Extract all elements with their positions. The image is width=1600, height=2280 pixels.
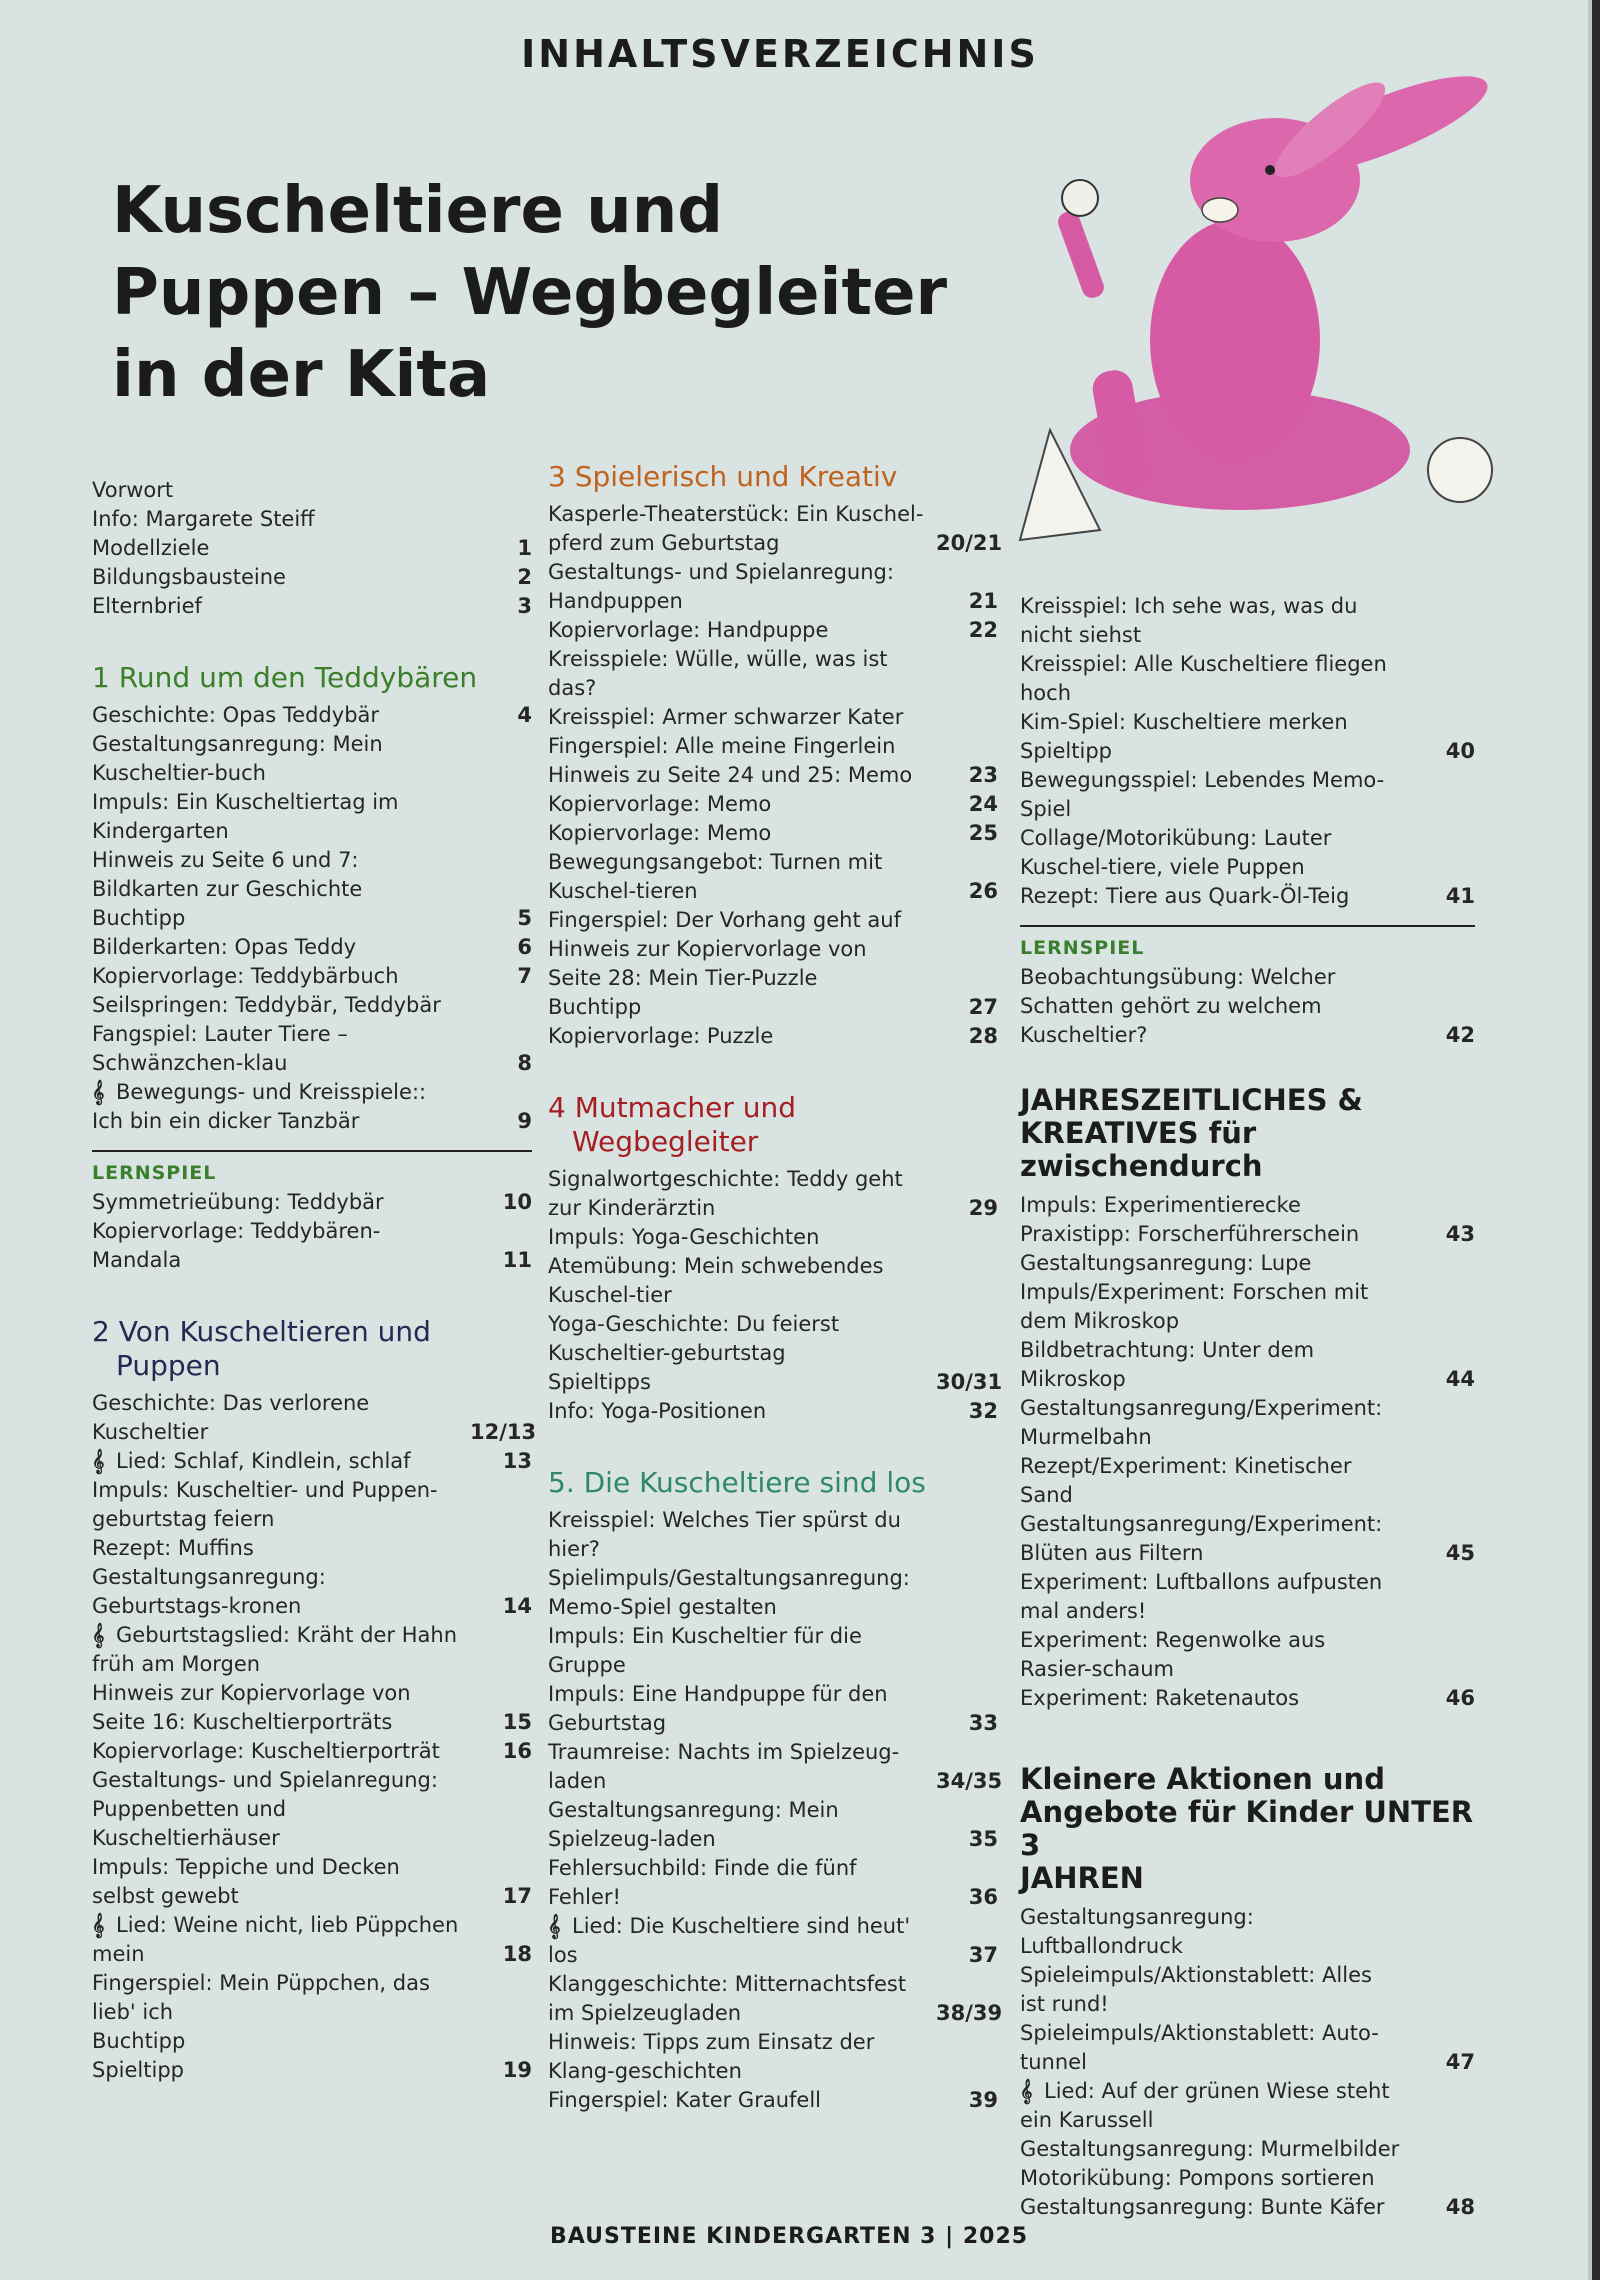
toc-entry[interactable]: Fingerspiel: Mein Püppchen, das lieb' ich xyxy=(92,1971,430,2024)
toc-entry[interactable]: Bildbetrachtung: Unter dem Mikroskop 44 xyxy=(1020,1338,1475,1391)
toc-entry[interactable]: Impuls: Yoga-Geschichten xyxy=(548,1225,820,1249)
toc-entry[interactable]: Buchtipp 27 xyxy=(548,995,998,1019)
toc-entry[interactable]: Praxistipp: Forscherführerschein 43 xyxy=(1020,1222,1475,1246)
toc-entry[interactable]: Gestaltungsanregung: Mein Spielzeug-laden 35 xyxy=(548,1798,998,1851)
toc-entry[interactable]: Spieltipp 40 xyxy=(1020,739,1475,763)
section-list xyxy=(1020,1903,1475,2222)
section-title: 3 Spielerisch und Kreativ xyxy=(548,460,898,493)
toc-entry[interactable]: Buchtipp xyxy=(92,2029,186,2053)
toc-entry[interactable]: Motorikübung: Pompons sortieren xyxy=(1020,2166,1375,2190)
toc-entry[interactable]: Signalwortgeschichte: Teddy geht zur Kinderärztin 29 xyxy=(548,1167,998,1220)
section-title: JAHRESZEITLICHES & KREATIVES für zwischendurch xyxy=(1020,1083,1363,1183)
toc-entry[interactable]: Impuls: Experimentierecke xyxy=(1020,1193,1301,1217)
toc-entry[interactable]: Spieleimpuls/Aktionstablett: Alles ist rund! xyxy=(1020,1963,1372,2016)
toc-entry[interactable]: Gestaltungsanregung: Lupe xyxy=(1020,1251,1312,1275)
toc-entry[interactable]: Kreisspiele: Wülle, wülle, was ist das? xyxy=(548,647,888,700)
toc-entry[interactable]: Experiment: Luftballons aufpusten mal anders! xyxy=(1020,1570,1383,1623)
toc-entry[interactable]: Vorwort xyxy=(92,478,174,502)
toc-entry[interactable]: Info: Yoga-Positionen 32 xyxy=(548,1399,998,1423)
ear-icon: 𝄞 xyxy=(92,1080,105,1104)
toc-entry[interactable]: Kopiervorlage: Memo 24 xyxy=(548,792,998,816)
toc-entry[interactable]: Bildungsbausteine 2 xyxy=(92,565,532,589)
toc-entry[interactable]: Fehlersuchbild: Finde die fünf Fehler! 36 xyxy=(548,1856,998,1909)
section-list xyxy=(1020,1191,1475,1713)
toc-entry[interactable]: Gestaltungs- und Spielanregung: Puppenbetten und Kuscheltierhäuser xyxy=(92,1768,438,1850)
section-title: 1 Rund um den Teddybären xyxy=(92,661,478,694)
toc-entry[interactable]: Hinweis: Tipps zum Einsatz der Klang-geschichten xyxy=(548,2030,875,2083)
divider xyxy=(1020,925,1475,927)
ear-icon: 𝄞 xyxy=(548,1914,561,1938)
toc-entry[interactable]: Gestaltungsanregung: Luftballondruck xyxy=(1020,1905,1254,1958)
toc-entry[interactable]: Gestaltungsanregung: Geburtstags-kronen 14 xyxy=(92,1565,532,1618)
toc-entry[interactable]: Buchtipp 5 xyxy=(92,906,532,930)
toc-entry[interactable]: Modellziele 1 xyxy=(92,536,532,560)
toc-entry[interactable]: 𝄞 Lied: Auf der grünen Wiese steht ein Karussell xyxy=(1020,2079,1390,2132)
toc-entry[interactable]: Fingerspiel: Der Vorhang geht auf xyxy=(548,908,901,932)
toc-entry[interactable]: Symmetrieübung: Teddybär 10 xyxy=(92,1190,532,1214)
toc-entry[interactable]: 𝄞 Bewegungs- und Kreisspiele:: Ich bin ein dicker Tanzbär 9 xyxy=(92,1080,532,1133)
toc-entry[interactable]: Impuls: Kuscheltier- und Puppen-geburtstag feiern xyxy=(92,1478,438,1531)
toc-entry[interactable]: Spielimpuls/Gestaltungsanregung: Memo-Spiel gestalten xyxy=(548,1566,910,1619)
toc-entry[interactable]: Rezept/Experiment: Kinetischer Sand xyxy=(1020,1454,1352,1507)
toc-entry[interactable]: Impuls: Teppiche und Decken selbst gewebt 17 xyxy=(92,1855,532,1908)
page-header: INHALTSVERZEICHNIS xyxy=(521,32,1039,76)
section-title: 2 Von Kuscheltieren und Puppen xyxy=(92,1315,431,1382)
ear-icon: 𝄞 xyxy=(92,1623,105,1647)
column-1 xyxy=(92,476,537,2085)
section-list xyxy=(548,1165,1003,1426)
toc-entry[interactable]: Spieleimpuls/Aktionstablett: Auto-tunnel 47 xyxy=(1020,2021,1475,2074)
toc-entry[interactable]: Kopiervorlage: Memo 25 xyxy=(548,821,998,845)
toc-entry[interactable]: Collage/Motorikübung: Lauter Kuschel-tiere, viele Puppen xyxy=(1020,826,1332,879)
title-line: Puppen – Wegbegleiter xyxy=(112,256,948,330)
title-line: Kuscheltiere und xyxy=(112,174,724,248)
toc-entry[interactable]: Impuls: Eine Handpuppe für den Geburtstag 33 xyxy=(548,1682,998,1735)
toc-entry[interactable]: Impuls/Experiment: Forschen mit dem Mikroskop xyxy=(1020,1280,1369,1333)
toc-entry[interactable]: Spieltipps 30/31 xyxy=(548,1370,1003,1394)
main-title xyxy=(112,170,1012,416)
toc-entry[interactable]: Impuls: Ein Kuscheltiertag im Kindergarten xyxy=(92,790,399,843)
toc-entry[interactable]: Kopiervorlage: Teddybärbuch 7 xyxy=(92,964,532,988)
toc-entry[interactable]: Hinweis zu Seite 24 und 25: Memo 23 xyxy=(548,763,998,787)
section-list xyxy=(548,1506,1003,2115)
toc-entry[interactable]: Klanggeschichte: Mitternachtsfest im Spielzeugladen 38/39 xyxy=(548,1972,1003,2025)
toc-entry[interactable]: Fingerspiel: Kater Graufell 39 xyxy=(548,2088,998,2112)
ear-icon: 𝄞 xyxy=(92,1449,105,1473)
ear-icon: 𝄞 xyxy=(92,1913,105,1937)
toc-entry[interactable]: Beobachtungsübung: Welcher Schatten gehört zu welchem Kuscheltier? 42 xyxy=(1020,965,1475,1047)
toc-entry[interactable]: Experiment: Raketenautos 46 xyxy=(1020,1686,1475,1710)
toc-entry[interactable]: Yoga-Geschichte: Du feierst Kuscheltier-geburtstag xyxy=(548,1312,840,1365)
column-3 xyxy=(1020,592,1475,2222)
column-2 xyxy=(548,460,1003,2115)
toc-entry[interactable]: Kopiervorlage: Kuscheltierporträt 16 xyxy=(92,1739,532,1763)
toc-entry[interactable]: Impuls: Ein Kuscheltier für die Gruppe xyxy=(548,1624,862,1677)
toc-entry[interactable]: Kasperle-Theaterstück: Ein Kuschel-pferd zum Geburtstag 20/21 xyxy=(548,502,1003,555)
toc-entry[interactable]: Gestaltungsanregung/Experiment: Murmelbahn xyxy=(1020,1396,1383,1449)
toc-entry[interactable]: Geschichte: Opas Teddybär 4 xyxy=(92,703,532,727)
toc-entry[interactable]: 𝄞 Lied: Weine nicht, lieb Püppchen mein 18 xyxy=(92,1913,532,1966)
section-list xyxy=(1020,592,1475,911)
toc-entry[interactable]: Atemübung: Mein schwebendes Kuschel-tier xyxy=(548,1254,884,1307)
toc-entry[interactable]: Kim-Spiel: Kuscheltiere merken xyxy=(1020,710,1348,734)
toc-entry[interactable]: Bilderkarten: Opas Teddy 6 xyxy=(92,935,532,959)
divider xyxy=(92,1150,532,1152)
toc-entry[interactable]: Gestaltungsanregung: Bunte Käfer 48 xyxy=(1020,2195,1475,2219)
toc-entry[interactable]: Hinweis zu Seite 6 und 7: Bildkarten zur Geschichte xyxy=(92,848,363,901)
toc-entry[interactable]: Experiment: Regenwolke aus Rasier-schaum xyxy=(1020,1628,1326,1681)
toc-entry[interactable]: Kopiervorlage: Teddybären-Mandala 11 xyxy=(92,1219,532,1272)
toc-entry[interactable]: 𝄞 Lied: Schlaf, Kindlein, schlaf 13 xyxy=(92,1447,532,1476)
ear-icon: 𝄞 xyxy=(1020,2079,1033,2103)
toc-entry[interactable]: Kopiervorlage: Puzzle 28 xyxy=(548,1024,998,1048)
intro-list xyxy=(92,476,532,621)
toc-entry[interactable]: Spieltipp 19 xyxy=(92,2058,532,2082)
toc-entry[interactable]: Gestaltungsanregung/Experiment: Blüten aus Filtern 45 xyxy=(1020,1512,1475,1565)
toc-entry[interactable]: 𝄞 Geburtstagslied: Kräht der Hahn früh am Morgen xyxy=(92,1623,458,1676)
toc-entry[interactable]: Kreisspiel: Alle Kuscheltiere fliegen hoch xyxy=(1020,652,1387,705)
toc-entry[interactable]: 𝄞 Lied: Die Kuscheltiere sind heut' los 37 xyxy=(548,1914,998,1967)
toc-entry[interactable]: Kreisspiel: Welches Tier spürst du hier? xyxy=(548,1508,901,1561)
toc-entry[interactable]: Kreisspiel: Ich sehe was, was du nicht siehst xyxy=(1020,594,1358,647)
toc-entry[interactable]: Gestaltungs- und Spielanregung: Handpuppen 21 xyxy=(548,560,998,613)
toc-entry[interactable]: Fangspiel: Lauter Tiere – Schwänzchen-klau 8 xyxy=(92,1022,532,1075)
toc-entry[interactable]: Seilspringen: Teddybär, Teddybär xyxy=(92,993,441,1017)
section-title: 5. Die Kuscheltiere sind los xyxy=(548,1466,926,1499)
section-title: 4 Mutmacher und Wegbegleiter xyxy=(548,1091,797,1158)
toc-entry[interactable]: Fingerspiel: Alle meine Fingerlein xyxy=(548,734,896,758)
section-list xyxy=(92,1389,537,2085)
section-list xyxy=(548,500,1003,1051)
toc-entry[interactable]: Gestaltungsanregung: Murmelbilder xyxy=(1020,2137,1400,2161)
toc-entry[interactable]: Bewegungsspiel: Lebendes Memo-Spiel xyxy=(1020,768,1385,821)
lernspiel-label: LERNSPIEL xyxy=(92,1162,217,1184)
section-title: Kleinere Aktionen und Angebote für Kinder UNTER 3 JAHREN xyxy=(1020,1762,1474,1895)
lernspiel-label: LERNSPIEL xyxy=(1020,937,1145,959)
toc-entry[interactable]: Hinweis zur Kopiervorlage von Seite 28: Mein Tier-Puzzle xyxy=(548,937,867,990)
title-line: in der Kita xyxy=(112,338,491,412)
page-footer: BAUSTEINE KINDERGARTEN 3 | 2025 xyxy=(550,2224,1029,2249)
toc-entry[interactable]: Hinweis zur Kopiervorlage von Seite 16: Kuscheltierporträts 15 xyxy=(92,1681,532,1734)
toc-entry[interactable]: Bewegungsangebot: Turnen mit Kuschel-tieren 26 xyxy=(548,850,998,903)
section-list xyxy=(92,701,532,1136)
toc-entry[interactable]: Rezept: Muffins xyxy=(92,1536,254,1560)
toc-entry[interactable]: Rezept: Tiere aus Quark-Öl-Teig 41 xyxy=(1020,884,1475,908)
toc-entry[interactable]: Geschichte: Das verlorene Kuscheltier 12/13 xyxy=(92,1391,537,1444)
toc-entry[interactable]: Gestaltungsanregung: Mein Kuscheltier-buch xyxy=(92,732,383,785)
toc-entry[interactable]: Traumreise: Nachts im Spielzeug-laden 34/35 xyxy=(548,1740,1003,1793)
toc-entry[interactable]: Kreisspiel: Armer schwarzer Kater xyxy=(548,705,904,729)
bunny-illustration xyxy=(990,70,1510,560)
toc-entry[interactable]: Kopiervorlage: Handpuppe 22 xyxy=(548,618,998,642)
toc-entry[interactable]: Info: Margarete Steiff xyxy=(92,507,315,531)
toc-entry[interactable]: Elternbrief 3 xyxy=(92,594,532,618)
